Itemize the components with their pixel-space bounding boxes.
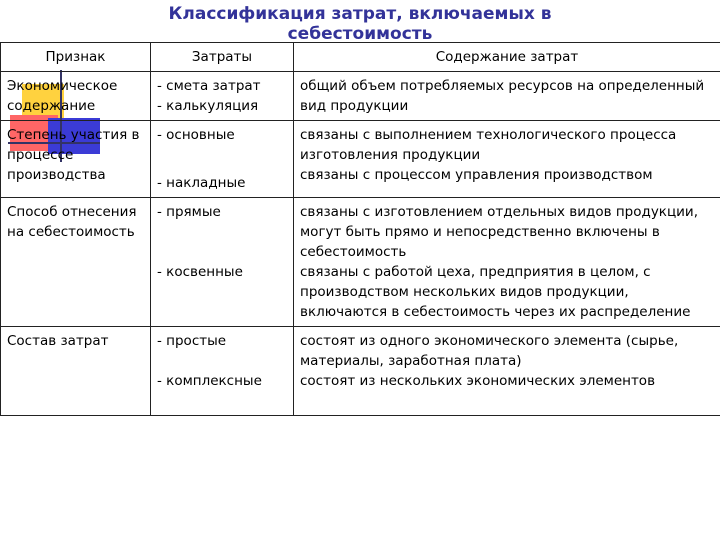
content-item: связаны с работой цеха, предприятия в целом, с производством нескольких видов продукции, включаются в себестоимость через их распределение: [300, 264, 691, 320]
content-cell: [294, 198, 720, 327]
criterion-cell: [1, 121, 151, 198]
cost-classification-table: [0, 42, 720, 416]
cost-item: - смета затрат: [157, 78, 261, 94]
title-line-2: себестоимость: [287, 24, 433, 40]
table-row: [1, 327, 720, 416]
criterion-text: Степень участия в процессе производства: [7, 127, 140, 183]
cost-item: - накладные: [157, 175, 246, 191]
content-item: состоят из одного экономического элемента (сырье, материалы, заработная плата): [300, 333, 679, 369]
cost-item: - калькуляция: [157, 98, 259, 114]
criterion-cell: [1, 198, 151, 327]
criterion-text: Экономическое содержание: [7, 78, 118, 114]
page-title: [0, 0, 720, 40]
content-item: связаны с процессом управления производством: [300, 167, 653, 183]
table-header-row: [1, 43, 720, 72]
cost-item: - простые: [157, 333, 227, 349]
costs-cell: [151, 198, 294, 327]
cost-item: - прямые: [157, 204, 221, 220]
criterion-text: Состав затрат: [7, 333, 109, 349]
table-row: [1, 121, 720, 198]
cost-item: - косвенные: [157, 264, 243, 280]
content-item: связаны с изготовлением отдельных видов продукции, могут быть прямо и непосредственно включены в себестоимость: [300, 204, 698, 260]
table-row: [1, 72, 720, 121]
criterion-text: Способ отнесения на себестоимость: [7, 204, 137, 240]
cost-item: - комплексные: [157, 373, 262, 389]
costs-cell: [151, 121, 294, 198]
content-item: состоят из нескольких экономических элементов: [300, 373, 656, 389]
criterion-cell: [1, 72, 151, 121]
costs-cell: [151, 72, 294, 121]
content-cell: [294, 72, 720, 121]
header-costs: Затраты: [151, 43, 294, 72]
content-cell: [294, 121, 720, 198]
costs-cell: [151, 327, 294, 416]
content-item: общий объем потребляемых ресурсов на определенный вид продукции: [300, 78, 705, 114]
header-criterion: Признак: [1, 43, 151, 72]
criterion-cell: [1, 327, 151, 416]
content-cell: [294, 327, 720, 416]
title-line-1: Классификация затрат, включаемых в: [168, 4, 552, 24]
content-item: связаны с выполнением технологического процесса изготовления продукции: [300, 127, 677, 163]
cost-item: - основные: [157, 127, 235, 143]
table-row: [1, 198, 720, 327]
header-content: Содержание затрат: [294, 43, 720, 72]
